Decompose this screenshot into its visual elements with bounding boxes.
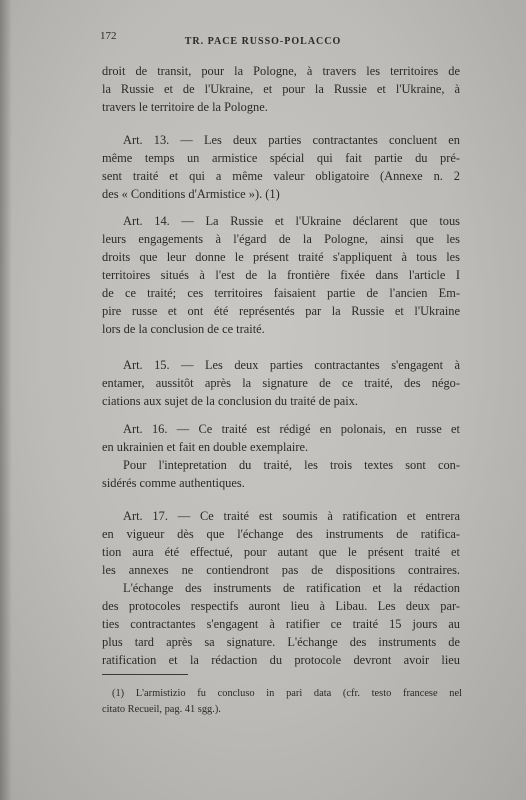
- text-line: lors de la conclusion de ce traité.: [102, 322, 265, 336]
- text-line: leurs engagements à l'égard de la Pologne, ainsi que les: [102, 232, 460, 246]
- text-line: pire russe et ont été représentés par la Russie et l'Ukraine: [102, 304, 460, 318]
- page-number: 172: [100, 30, 117, 42]
- text-line: ciations aux sujet de la conclusion du traité de paix.: [102, 394, 358, 408]
- text-line: ratification et la rédaction du protocole devront avoir lieu: [102, 653, 460, 667]
- text-line: sent traité et qui a même valeur obligatoire (Annexe n. 2: [102, 169, 460, 183]
- text-line: ties contractantes s'engagent à ratifier ce traité 15 jours au: [102, 617, 460, 631]
- text-line: en vigueur dès que l'échange des instruments de ratifica-: [102, 527, 460, 541]
- running-head: TR. PACE RUSSO-POLACCO: [184, 36, 342, 47]
- text-line: des « Conditions d'Armistice »). (1): [102, 187, 280, 201]
- article-13-line: Art. 13. — Les deux parties contractantes concluent en: [123, 133, 460, 147]
- text-line: tion aura été effectué, pour autant que le présent traité et: [102, 545, 460, 559]
- footnote-rule: [102, 674, 188, 675]
- text-line: en ukrainien et fait en double exemplaire.: [102, 440, 309, 454]
- text-line: sidérés comme authentiques.: [102, 476, 245, 490]
- text-line: droits que leur donne le présent traité s'appliquent à tous les: [102, 250, 460, 264]
- text-line: droit de transit, pour la Pologne, à travers les territoires de: [102, 64, 460, 78]
- text-line: la Russie et de l'Ukraine, et pour la Russie et l'Ukraine, à: [102, 82, 460, 96]
- text-line: les annexes ne contiendront pas de dispositions contraires.: [102, 563, 460, 577]
- text-line: territoires situés à l'est de la frontière fixée dans l'article I: [102, 268, 460, 282]
- footnote-line: (1) L'armistizio fu concluso in pari data (cfr. testo francese nel: [112, 688, 462, 699]
- text-line: même temps un armistice spécial qui fait partie du pré-: [102, 151, 460, 165]
- text-line: Pour l'intepretation du traité, les trois textes sont con-: [123, 458, 460, 472]
- text-line: de ce traité; ces territoires faisaient partie de l'ancien Em-: [102, 286, 460, 300]
- article-17-line: Art. 17. — Ce traité est soumis à ratification et entrera: [123, 509, 460, 523]
- page-edge-shadow: [0, 0, 12, 800]
- article-14-line: Art. 14. — La Russie et l'Ukraine déclarent que tous: [123, 214, 460, 228]
- text-line: des protocoles respectifs auront lieu à Libau. Les deux par-: [102, 599, 460, 613]
- article-16-line: Art. 16. — Ce traité est rédigé en polonais, en russe et: [123, 422, 460, 436]
- footnote-line: citato Recueil, pag. 41 sgg.).: [102, 704, 221, 715]
- text-line: L'échange des instruments de ratification et la rédaction: [123, 581, 460, 595]
- text-line: travers le territoire de la Pologne.: [102, 100, 268, 114]
- text-line: plus tard après sa signature. L'échange des instruments de: [102, 635, 460, 649]
- text-line: entamer, aussitôt après la signature de ce traité, des négo-: [102, 376, 460, 390]
- article-15-line: Art. 15. — Les deux parties contractantes s'engagent à: [123, 358, 460, 372]
